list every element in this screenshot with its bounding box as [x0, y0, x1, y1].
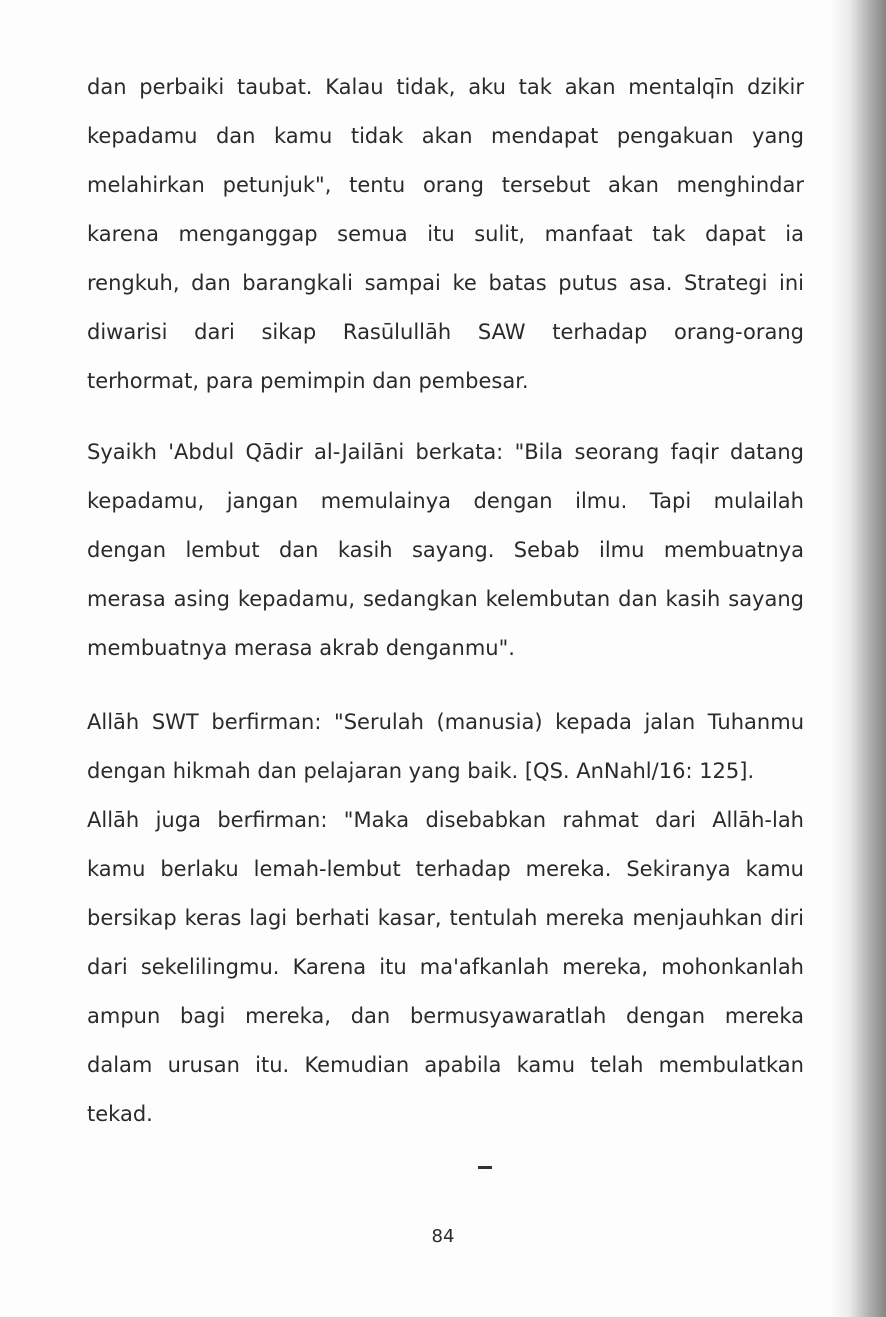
paragraph-2 — [87, 428, 804, 673]
text-line: ampun bagi mereka, dan bermusyawaratlah dengan mereka — [87, 1004, 804, 1028]
text-line: melahirkan petunjuk", tentu orang tersebut akan menghindar — [87, 173, 804, 197]
text-line: dari sekelilingmu. Karena itu ma'afkanlah mereka, mohonkanlah — [87, 955, 804, 979]
text-line: terhormat, para pemimpin dan pembesar. — [87, 369, 529, 393]
text-line: rengkuh, dan barangkali sampai ke batas putus asa. Strategi ini — [87, 271, 804, 295]
text-line: membuatnya merasa akrab denganmu". — [87, 636, 515, 660]
text-line: merasa asing kepadamu, sedangkan kelembutan dan kasih sayang — [87, 587, 804, 611]
text-line: Syaikh 'Abdul Qādir al-Jailāni berkata: "Bila seorang faqir datang — [87, 440, 804, 464]
decorative-dash — [478, 1166, 492, 1169]
text-line: dengan lembut dan kasih sayang. Sebab ilmu membuatnya — [87, 538, 804, 562]
text-line: tekad. — [87, 1102, 153, 1126]
page-number: 84 — [431, 1226, 455, 1247]
text-line: dalam urusan itu. Kemudian apabila kamu telah membulatkan — [87, 1053, 804, 1077]
paragraph-1 — [87, 63, 804, 406]
text-line: karena menganggap semua itu sulit, manfaat tak dapat ia — [87, 222, 804, 246]
text-line: kepadamu dan kamu tidak akan mendapat pengakuan yang — [87, 124, 804, 148]
text-line: dengan hikmah dan pelajaran yang baik. [QS. AnNahl/16: 125]. — [87, 759, 755, 783]
text-line: Allāh SWT berfirman: "Serulah (manusia) kepada jalan Tuhanmu — [87, 710, 804, 734]
text-line: Allāh juga berfirman: "Maka disebabkan rahmat dari Allāh-lah — [87, 808, 804, 832]
page-edge-shadow — [830, 0, 886, 1317]
text-line: bersikap keras lagi berhati kasar, tentulah mereka menjauhkan diri — [87, 906, 804, 930]
text-line: dan perbaiki taubat. Kalau tidak, aku tak akan mentalqīn dzikir — [87, 75, 804, 99]
paragraph-3 — [87, 698, 804, 1139]
text-line: kepadamu, jangan memulainya dengan ilmu. Tapi mulailah — [87, 489, 804, 513]
text-line: kamu berlaku lemah-lembut terhadap mereka. Sekiranya kamu — [87, 857, 804, 881]
text-line: diwarisi dari sikap Rasūlullāh SAW terhadap orang-orang — [87, 320, 804, 344]
